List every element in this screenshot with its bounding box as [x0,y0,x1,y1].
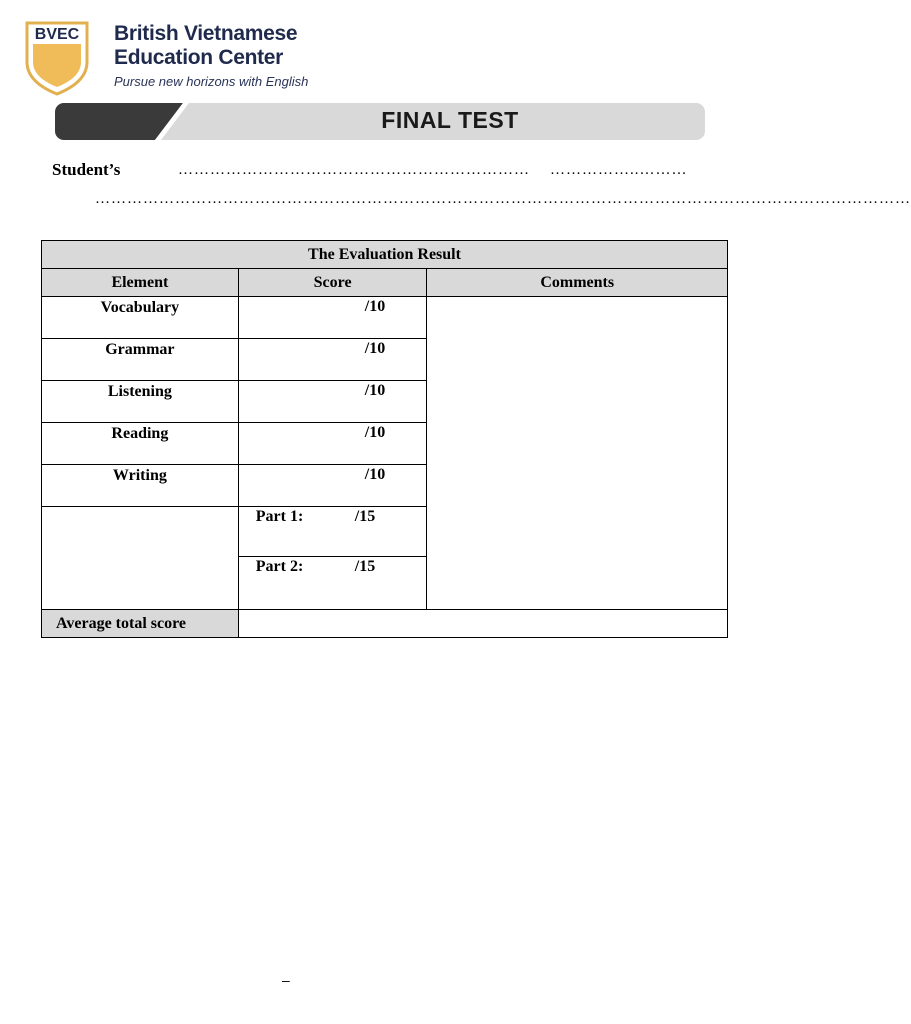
student-line2-field[interactable]: ……………………………………………………………………………………………………………………………………… [95,191,911,207]
table-row [42,297,728,339]
org-name-line1: British Vietnamese [114,22,298,45]
score-vocabulary: /10 [364,298,386,315]
bvec-logo-shield-icon [24,20,90,96]
banner-title: FINAL TEST [381,107,519,133]
org-name-line2: Education Center [114,46,284,69]
part1-cell[interactable] [238,507,427,557]
part1-label: Part 1: [255,508,304,525]
part2-cell[interactable] [238,557,427,610]
score-listening-cell[interactable] [238,381,427,423]
student-label: Student’s [52,160,121,179]
speaking-element-cell [42,507,239,610]
col-header-score: Score [238,269,427,297]
score-grammar: /10 [364,340,386,357]
tagline: Pursue new horizons with English [114,74,309,89]
score-writing-cell[interactable] [238,465,427,507]
table-row [42,610,728,638]
element-grammar: Grammar [42,339,239,381]
comments-cell[interactable] [427,297,728,610]
student-name-field[interactable]: ………………………………………………………… [178,162,530,178]
score-reading-cell[interactable] [238,423,427,465]
logo-text: BVEC [34,26,80,43]
average-value-cell[interactable] [238,610,727,638]
col-header-element: Element [42,269,239,297]
score-grammar-cell[interactable] [238,339,427,381]
score-vocabulary-cell[interactable] [238,297,427,339]
student-extra-field[interactable]: ……………..……… [550,162,688,178]
footer-mark: – [282,972,290,988]
score-reading: /10 [364,424,386,441]
part2-label: Part 2: [255,558,304,575]
part2-score: /15 [354,558,376,575]
score-writing: /10 [364,466,386,483]
col-header-comments: Comments [427,269,728,297]
average-label: Average total score [42,610,239,638]
brand-block [114,22,308,89]
element-writing: Writing [42,465,239,507]
part1-score: /15 [354,508,376,525]
element-listening: Listening [42,381,239,423]
score-listening: /10 [364,382,386,399]
element-vocabulary: Vocabulary [42,297,239,339]
evaluation-table [41,240,728,638]
table-title: The Evaluation Result [42,241,728,269]
element-reading: Reading [42,423,239,465]
